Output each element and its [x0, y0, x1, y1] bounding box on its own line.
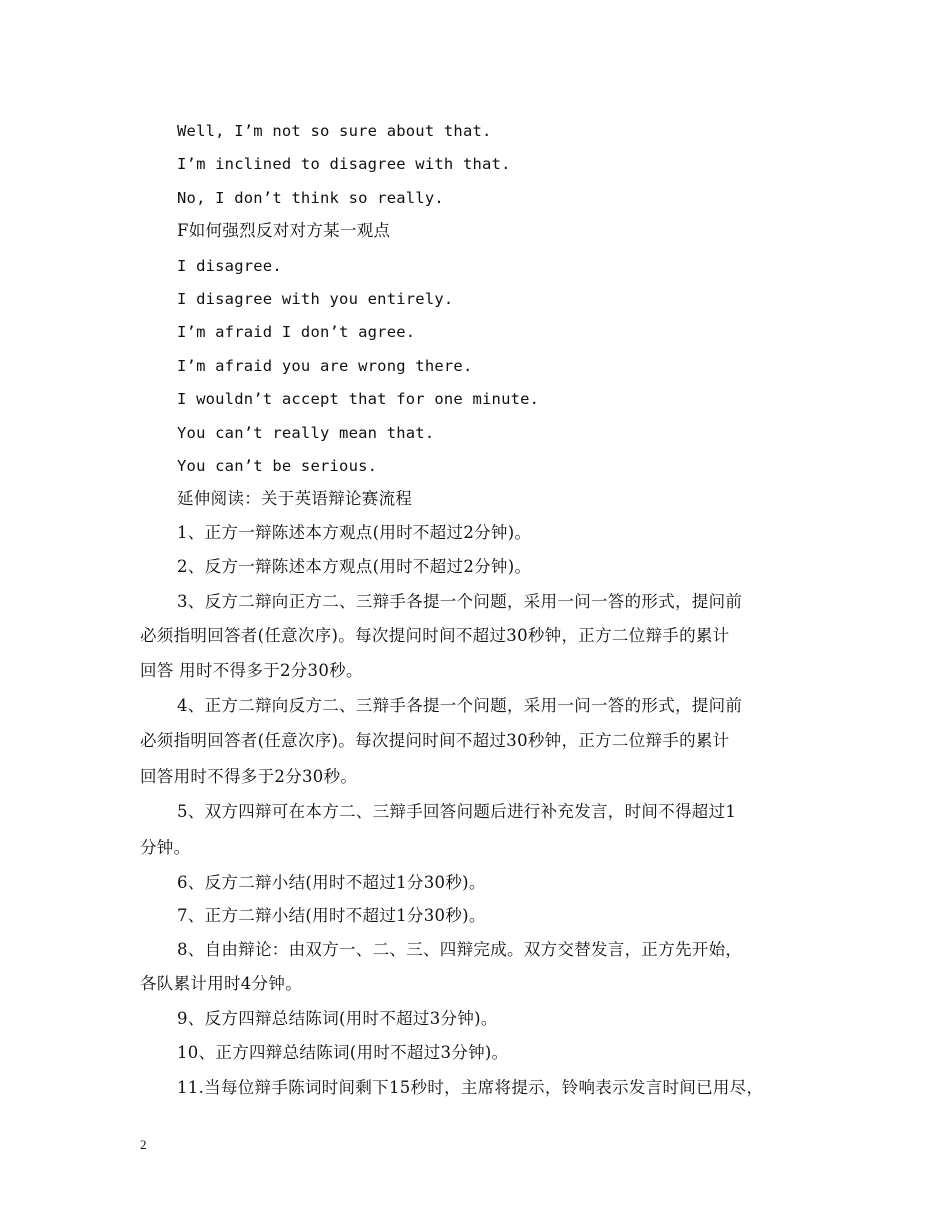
text-line: I’m afraid I don’t agree.	[177, 323, 416, 341]
text-line: I’m afraid you are wrong there.	[177, 357, 473, 375]
rule-line: 1、正方一辩陈述本方观点(用时不超过2分钟)。	[177, 523, 532, 542]
rule-line: 必须指明回答者(任意次序)。每次提问时间不超过30秒钟，正方二位辩手的累计	[140, 731, 730, 750]
text-line: I wouldn’t accept that for one minute.	[177, 390, 540, 408]
rule-line: 8、自由辩论：由双方一、二、三、四辩完成。双方交替发言，正方先开始，	[177, 940, 743, 959]
text-line: I disagree with you entirely.	[177, 290, 454, 308]
rule-line: 6、反方二辩小结(用时不超过1分30秒)。	[177, 873, 486, 892]
text-line: Well, I’m not so sure about that.	[177, 122, 492, 140]
rule-line: 分钟。	[140, 838, 191, 857]
section-title: 延伸阅读：关于英语辩论赛流程	[177, 489, 413, 508]
text-line: You can’t be serious.	[177, 457, 378, 475]
rule-line: 5、双方四辩可在本方二、三辩手回答问题后进行补充发言，时间不得超过1	[177, 802, 737, 821]
rule-line: 必须指明回答者(任意次序)。每次提问时间不超过30秒钟，正方二位辩手的累计	[140, 626, 730, 645]
rule-line: 4、正方二辩向反方二、三辩手各提一个问题，采用一问一答的形式，提问前	[177, 696, 743, 715]
page-number: 2	[140, 1137, 147, 1152]
text-line: You can’t really mean that.	[177, 424, 435, 442]
rule-line: 回答 用时不得多于2分30秒。	[140, 661, 363, 680]
rule-line: 3、反方二辩向正方二、三辩手各提一个问题，采用一问一答的形式，提问前	[177, 592, 743, 611]
text-line: I disagree.	[177, 257, 282, 275]
rule-line: 11.当每位辩手陈词时间剩下15秒时，主席将提示，铃响表示发言时间已用尽，	[177, 1078, 764, 1097]
rule-line: 2、反方一辩陈述本方观点(用时不超过2分钟)。	[177, 557, 532, 576]
rule-line: 9、反方四辩总结陈词(用时不超过3分钟)。	[177, 1009, 498, 1028]
subheading: F如何强烈反对对方某一观点	[177, 221, 391, 240]
rule-line: 各队累计用时4分钟。	[140, 974, 302, 993]
rule-line: 10、正方四辩总结陈词(用时不超过3分钟)。	[177, 1043, 509, 1062]
rule-line: 7、正方二辩小结(用时不超过1分30秒)。	[177, 906, 486, 925]
rule-line: 回答用时不得多于2分30秒。	[140, 767, 358, 786]
text-line: I’m inclined to disagree with that.	[177, 155, 511, 173]
text-line: No, I don’t think so really.	[177, 189, 444, 207]
